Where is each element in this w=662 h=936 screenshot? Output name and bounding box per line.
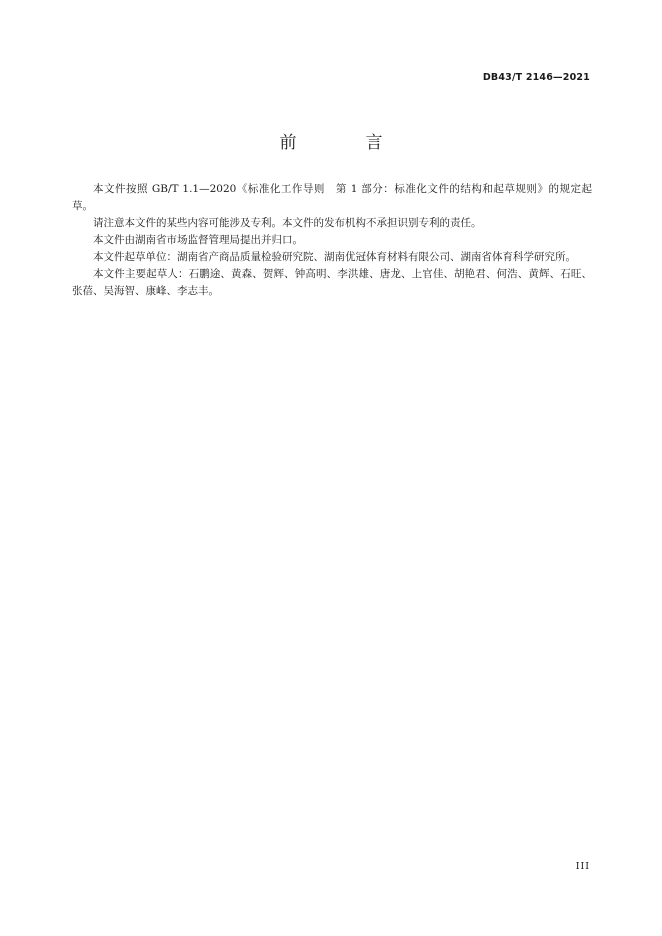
page-title: 前 言: [279, 133, 409, 153]
document-code: DB43/T 2146—2021: [482, 72, 590, 83]
paragraph-drafting-rules: 本文件按照 GB/T 1.1—2020《标准化工作导则 第 1 部分：标准化文件的结构和起草规则》的规定起草。: [72, 183, 592, 212]
paragraph-patent-notice: 请注意本文件的某些内容可能涉及专利。本文件的发布机构不承担识别专利的责任。: [93, 217, 482, 229]
paragraph-proposer: 本文件由湖南省市场监督管理局提出并归口。: [93, 234, 303, 246]
paragraph-drafting-units: 本文件起草单位：湖南省产商品质量检验研究院、湖南优冠体育材料有限公司、湖南省体育科学研究所。: [93, 251, 576, 263]
foreword-body: [72, 181, 592, 300]
page-number: III: [575, 861, 590, 872]
paragraph-drafters: 本文件主要起草人：石鹏途、黄森、贺辉、钟高明、李洪雄、唐龙、上官佳、胡艳君、何浩、黄辉、石旺、张蓓、吴海智、康峰、李志丰。: [72, 268, 592, 297]
